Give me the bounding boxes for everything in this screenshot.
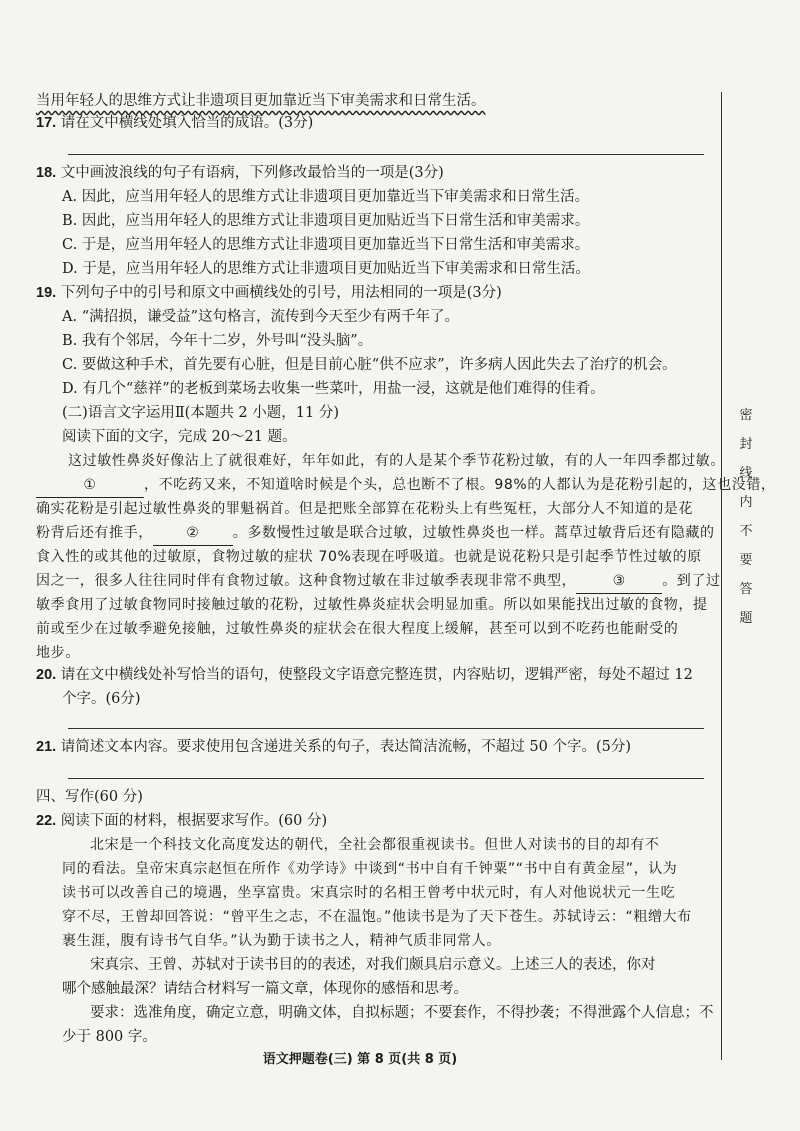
q18-option-c[interactable]: C. 于是，应当用年轻人的思维方式让非遗项目更加靠近当下日常生活和审美需求。 [62,237,590,253]
question-22: 22. 阅读下面的材料，根据要求写作。(60 分) [36,813,328,829]
prompt-line: 宋真宗、王曾、苏轼对于读书目的的表述，对我们颇具启示意义。上述三人的表述，你对 [90,957,656,973]
material-line: 穿不尽，王曾却回答说：“曾平生之志，不在温饱。”他读书是为了天下苍生。苏轼诗云：“粗缯大布 [62,909,692,925]
material-line: 北宋是一个科技文化高度发达的朝代，全社会都很重视读书。但世人对读书的目的却有不 [90,837,660,853]
material-line: 同的看法。皇帝宋真宗赵恒在所作《劝学诗》中谈到“书中自有千钟粟”“书中自有黄金屋”，认为 [62,861,678,877]
q19-option-a[interactable]: A. “满招损，谦受益”这句格言，流传到今天至少有两千年了。 [62,309,460,325]
requirement-line: 要求：选准角度，确定立意，明确文体，自拟标题；不要套作，不得抄袭；不得泄露个人信息；不 [90,1005,714,1021]
question-19: 19. 下列句子中的引号和原文中画横线处的引号，用法相同的一项是(3分) [36,285,502,301]
passage-line: 前或至少在过敏季避免接触，过敏性鼻炎的症状会在很大程度上缓解，甚至可以到不吃药也能耐受的 [36,621,679,637]
question-20-cont: 个字。(6分) [62,691,141,707]
passage-line: ① ，不吃药又来，不知道啥时候是个头，总也断不了根。98%的人都认为是花粉引起的，这也没错， [36,474,706,498]
q18-option-d[interactable]: D. 于是，应当用年轻人的思维方式让非遗项目更加贴近当下审美需求和日常生活。 [62,261,590,277]
seal-notice [728,404,764,636]
page-footer: 语文押题卷(三) 第 8 页(共 8 页) [262,1052,458,1067]
q18-option-a[interactable]: A. 因此，应当用年轻人的思维方式让非遗项目更加靠近当下审美需求和日常生活。 [62,189,590,205]
passage-line: 食入性的或其他的过敏原，食物过敏的症状 70%表现在呼吸道。也就是说花粉只是引起季节性过敏的原 [36,549,702,565]
q19-option-b[interactable]: B. 我有个邻居，今年十二岁，外号叫“没头脑”。 [62,333,373,349]
passage-line: 粉背后还有推手， ② 。多数慢性过敏是联合过敏，过敏性鼻炎也一样。蒿草过敏背后还有隐藏的 [36,522,706,546]
passage-line: 因之一，很多人往往同时伴有食物过敏。这种食物过敏在非过敏季表现非常不典型， ③ 。到了过 [36,570,706,594]
q18-option-b[interactable]: B. 因此，应当用年轻人的思维方式让非遗项目更加贴近当下日常生活和审美需求。 [62,213,590,229]
prompt-line: 哪个感触最深？请结合材料写一篇文章，体现你的感悟和思考。 [62,981,468,997]
seal-char: 密 [739,408,753,423]
q19-option-c[interactable]: C. 要做这种手术，首先要有心脏，但是目前心脏“供不应求”，许多病人因此失去了治疗的机会。 [62,357,677,373]
seal-char: 线 [739,466,753,481]
answer-line-21[interactable] [68,778,704,779]
material-line: 读书可以改善自己的境遇，坐享富贵。宋真宗时的名相王曾考中状元时，有人对他说状元一生吃 [62,885,676,901]
blank-3[interactable]: ③ [576,570,662,594]
section-4-heading: 四、写作(60 分) [36,789,143,805]
material-line: 裹生涯，腹有诗书气自华。”认为勤于读书之人，精神气质非同常人。 [62,933,501,949]
requirement-line: 少于 800 字。 [62,1029,157,1045]
seal-char: 要 [739,553,753,568]
blank-2[interactable]: ② [153,522,233,546]
seal-char: 内 [739,495,753,510]
question-17: 17. 请在文中横线处填入恰当的成语。(3分) [36,115,314,131]
answer-line-17[interactable] [68,154,704,155]
q19-option-d[interactable]: D. 有几个“慈祥”的老板到菜场去收集一些菜叶，用盐一浸，这就是他们难得的佳肴。 [62,381,605,397]
section-2-instruction: 阅读下面的文字，完成 20～21 题。 [62,429,297,445]
question-18: 18. 文中画波浪线的句子有语病，下列修改最恰当的一项是(3分) [36,165,444,181]
seal-char: 题 [739,611,753,626]
blank-1[interactable]: ① [36,474,144,498]
answer-line-20[interactable] [68,728,704,729]
passage-line: 敏季食用了过敏食物同时接触过敏的花粉，过敏性鼻炎症状会明显加重。所以如果能找出过敏的食物，提 [36,597,708,613]
passage-line: 确实花粉是引起过敏性鼻炎的罪魁祸首。但是把账全部算在花粉头上有些冤枉，大部分人不知道的是花 [36,501,693,517]
wavy-sentence: 当用年轻人的思维方式让非遗项目更加靠近当下审美需求和日常生活。 [36,93,486,109]
passage-line: 这过敏性鼻炎好像沾上了就很难好，年年如此，有的人是某个季节花粉过敏，有的人一年四季都过敏。 [68,453,725,469]
seal-char: 不 [739,524,753,539]
question-21: 21. 请简述文本内容。要求使用包含递进关系的句子，表达简洁流畅，不超过 50 个字。(5分) [36,739,631,755]
seal-char: 封 [739,437,753,452]
seal-char: 答 [739,582,753,597]
binding-line [721,92,722,1060]
section-2-heading: (二)语言文字运用Ⅱ(本题共 2 小题，11 分) [62,405,339,421]
passage-line: 地步。 [36,645,80,661]
question-20: 20. 请在文中横线处补写恰当的语句，使整段文字语意完整连贯，内容贴切，逻辑严密，每处不超过 12 [36,667,693,683]
